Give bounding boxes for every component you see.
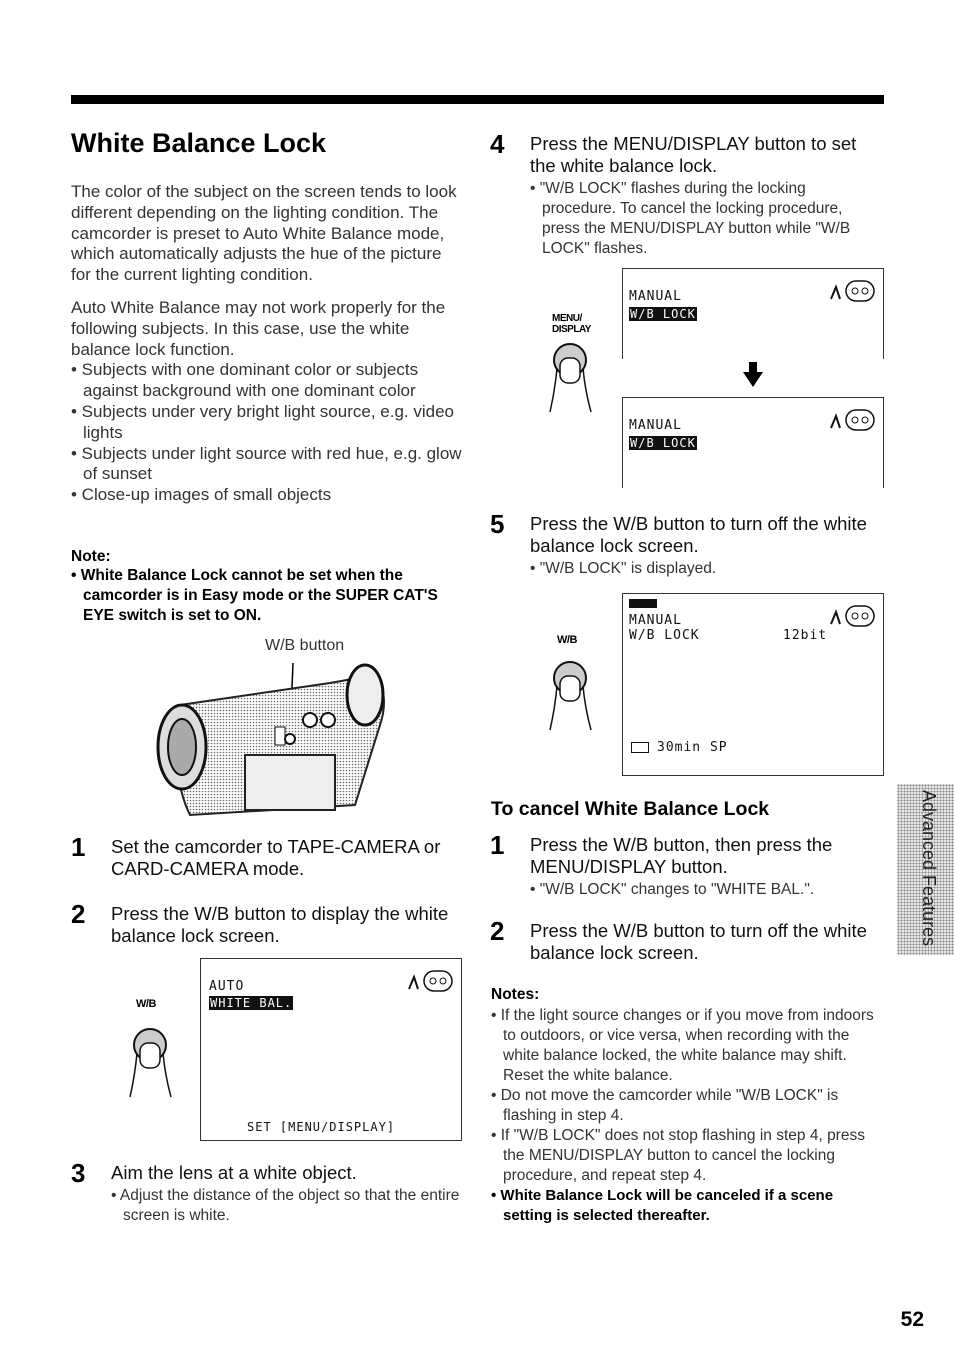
menu-display-caption: MENU/ DISPLAY: [552, 313, 591, 335]
tape-icon: [631, 742, 649, 753]
step-number: 3: [71, 1158, 86, 1188]
note-heading: Note:: [71, 548, 111, 565]
wb-screen-flashing: [622, 268, 884, 359]
cancel-heading: To cancel White Balance Lock: [491, 798, 770, 820]
subject-item: • Subjects under very bright light source, e.g. video lights: [71, 401, 454, 442]
step-text: Press the W/B button to turn off the white balance lock screen.: [530, 920, 867, 963]
step-subtext: • "W/B LOCK" changes to "WHITE BAL.".: [530, 881, 815, 898]
step-text: Set the camcorder to TAPE-CAMERA or CARD-CAMERA mode.: [111, 836, 441, 879]
screen-time: 30min SP: [657, 740, 728, 755]
wb-screen-final: [622, 593, 884, 776]
note-item-bold: • White Balance Lock will be canceled if a scene setting is selected thereafter.: [491, 1187, 834, 1224]
step-text: Press the W/B button to turn off the white balance lock screen.: [530, 513, 867, 556]
cassette-icon: [828, 406, 878, 434]
finger-press-icon: [125, 1015, 180, 1100]
screen-bit: 12bit: [783, 628, 828, 643]
page-number: 52: [900, 1308, 924, 1331]
step-3: [71, 1158, 466, 1226]
note-section: [71, 548, 456, 626]
cancel-step-1: [490, 830, 885, 900]
step-number: 1: [490, 830, 505, 860]
step-text: Press the W/B button, then press the MENU/DISPLAY button.: [530, 834, 833, 877]
step-4: [490, 129, 885, 259]
step-2: [71, 899, 466, 947]
intro-paragraph-1: The color of the subject on the screen tends to look different depending on the lighting condition. The camcorder is preset to Auto White Balance mode, which automatically adjusts the hue of the picture for the current lighting condition.: [71, 182, 457, 285]
subject-item: • Subjects under light source with red hue, e.g. glow of sunset: [71, 443, 462, 484]
step-subtext: • Adjust the distance of the object so that the entire screen is white.: [111, 1187, 460, 1224]
screen-mode: MANUAL: [629, 613, 682, 628]
screen-highlight: W/B LOCK: [630, 307, 696, 321]
step-subtext: • "W/B LOCK" flashes during the locking procedure. To cancel the locking procedure, press the MENU/DISPLAY button while "W/B LOCK" flashes.: [530, 180, 851, 257]
battery-icon: [629, 599, 657, 608]
screen-mode: AUTO: [209, 979, 245, 994]
header-rule: [71, 95, 884, 104]
screen-highlight: W/B LOCK: [630, 436, 696, 450]
cassette-icon: [828, 602, 878, 630]
step-text: Press the MENU/DISPLAY button to set the white balance lock.: [530, 133, 857, 176]
subject-item: • Subjects with one dominant color or subjects against background with one dominant color: [71, 360, 419, 401]
cassette-icon: [406, 967, 456, 995]
step-number: 2: [71, 899, 86, 929]
screen-status: W/B LOCK: [629, 628, 700, 643]
step-number: 5: [490, 509, 505, 539]
screen-highlight: WHITE BAL.: [210, 996, 293, 1010]
screen-mode: MANUAL: [629, 289, 682, 304]
intro-paragraph-2: Auto White Balance may not work properly for the following subjects. In this case, use the white balance lock function.: [71, 297, 446, 359]
step-number: 4: [490, 129, 505, 159]
notes-heading: Notes:: [491, 986, 540, 1003]
camcorder-illustration: [150, 655, 395, 820]
cancel-step-2: [490, 916, 885, 964]
step-number: 2: [490, 916, 505, 946]
section-tab: [897, 784, 954, 955]
note-text: • White Balance Lock cannot be set when the camcorder is in Easy mode or the SUPER CAT'S EYE switch is set to ON.: [71, 567, 438, 624]
step-5: [490, 509, 885, 579]
step-text: Press the W/B button to display the white balance lock screen.: [111, 903, 449, 946]
subject-item: • Close-up images of small objects: [71, 485, 332, 505]
finger-press-icon: [545, 330, 600, 415]
note-item: • If the light source changes or if you move from indoors to outdoors, or vice versa, when recording with the white balance locked, the white balance may shift. Reset the white balance.: [491, 1007, 874, 1084]
step-subtext: • "W/B LOCK" is displayed.: [530, 560, 717, 577]
note-item: • If "W/B LOCK" does not stop flashing in step 4, press the MENU/DISPLAY button to cancel the locking procedure, and repeat step 4.: [491, 1127, 865, 1184]
wb-button-caption: W/B: [557, 634, 577, 646]
finger-press-icon: [545, 648, 600, 733]
notes-section: [491, 986, 886, 1226]
screen-footer: SET [MENU/DISPLAY]: [247, 1120, 396, 1134]
step-number: 1: [71, 832, 86, 862]
intro-section: [71, 182, 463, 506]
note-item: • Do not move the camcorder while "W/B LOCK" is flashing in step 4.: [491, 1087, 839, 1124]
section-tab-label: Advanced Features: [919, 790, 939, 947]
wb-screen-auto: [200, 958, 462, 1141]
arrow-down-icon: [741, 362, 765, 388]
wb-button-caption: W/B: [136, 998, 156, 1010]
wb-screen-locked: [622, 397, 884, 488]
screen-mode: MANUAL: [629, 418, 682, 433]
page-title: White Balance Lock: [71, 128, 327, 158]
step-text: Aim the lens at a white object.: [111, 1162, 357, 1183]
step-1: [71, 832, 466, 880]
wb-button-label: W/B button: [265, 637, 345, 654]
cassette-icon: [828, 277, 878, 305]
